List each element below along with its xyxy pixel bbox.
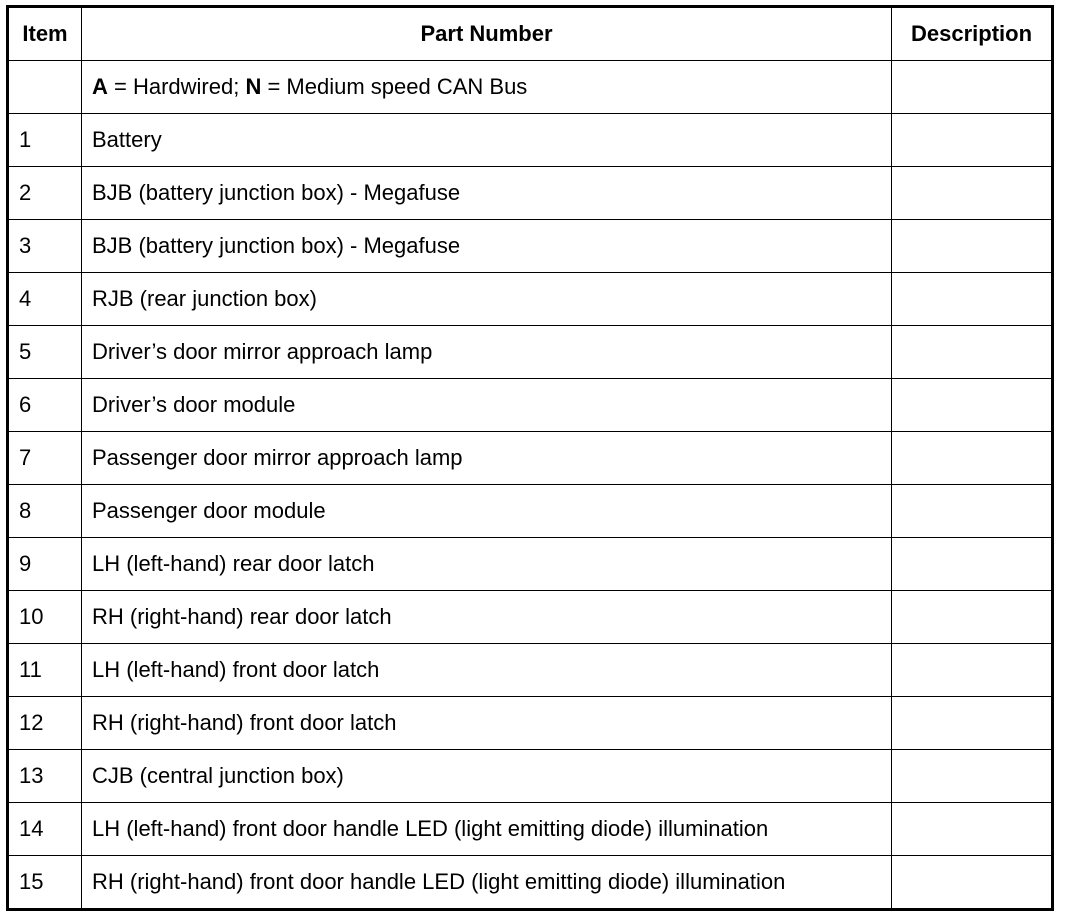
header-part-number: Part Number [82, 7, 892, 61]
description-cell [892, 538, 1053, 591]
item-cell: 9 [8, 538, 82, 591]
description-cell [892, 326, 1053, 379]
legend-description-cell [892, 61, 1053, 114]
table-row [8, 167, 1053, 220]
part-number-cell: Passenger door mirror approach lamp [82, 432, 892, 485]
item-cell: 10 [8, 591, 82, 644]
item-cell: 6 [8, 379, 82, 432]
part-number-cell: RH (right-hand) front door handle LED (light emitting diode) illumination [82, 856, 892, 910]
description-cell [892, 114, 1053, 167]
table-row [8, 326, 1053, 379]
part-number-cell: LH (left-hand) front door handle LED (light emitting diode) illumination [82, 803, 892, 856]
item-cell: 15 [8, 856, 82, 910]
description-cell [892, 220, 1053, 273]
item-cell: 8 [8, 485, 82, 538]
table-row [8, 644, 1053, 697]
legend-row [8, 61, 1053, 114]
header-description: Description [892, 7, 1053, 61]
table-row [8, 432, 1053, 485]
table-row [8, 220, 1053, 273]
table-row [8, 273, 1053, 326]
legend-n-key: N [245, 74, 262, 99]
item-cell: 4 [8, 273, 82, 326]
header-item: Item [8, 7, 82, 61]
table-row [8, 379, 1053, 432]
item-cell: 11 [8, 644, 82, 697]
description-cell [892, 750, 1053, 803]
item-cell: 14 [8, 803, 82, 856]
legend-cell [82, 61, 892, 114]
description-cell [892, 591, 1053, 644]
table-row [8, 114, 1053, 167]
description-cell [892, 803, 1053, 856]
part-number-cell: Driver’s door module [82, 379, 892, 432]
legend-item-cell [8, 61, 82, 114]
description-cell [892, 644, 1053, 697]
part-number-cell: BJB (battery junction box) - Megafuse [82, 167, 892, 220]
item-cell: 13 [8, 750, 82, 803]
part-number-cell: RH (right-hand) rear door latch [82, 591, 892, 644]
table-row [8, 750, 1053, 803]
table-row [8, 856, 1053, 910]
description-cell [892, 432, 1053, 485]
part-number-cell: Driver’s door mirror approach lamp [82, 326, 892, 379]
description-cell [892, 485, 1053, 538]
legend-a-text: = Hardwired; [107, 74, 246, 99]
table-row [8, 803, 1053, 856]
part-number-cell: RJB (rear junction box) [82, 273, 892, 326]
table-row [8, 485, 1053, 538]
part-number-cell: LH (left-hand) front door latch [82, 644, 892, 697]
header-row [8, 7, 1053, 61]
parts-table [6, 5, 1054, 911]
legend-n-text: = Medium speed CAN Bus [261, 74, 528, 99]
part-number-cell: CJB (central junction box) [82, 750, 892, 803]
legend-a-key: A [92, 74, 108, 99]
part-number-cell: BJB (battery junction box) - Megafuse [82, 220, 892, 273]
description-cell [892, 273, 1053, 326]
table-row [8, 538, 1053, 591]
part-number-cell: LH (left-hand) rear door latch [82, 538, 892, 591]
item-cell: 12 [8, 697, 82, 750]
description-cell [892, 697, 1053, 750]
item-cell: 1 [8, 114, 82, 167]
part-number-cell: Passenger door module [82, 485, 892, 538]
table-row [8, 591, 1053, 644]
description-cell [892, 856, 1053, 910]
item-cell: 7 [8, 432, 82, 485]
description-cell [892, 167, 1053, 220]
item-cell: 2 [8, 167, 82, 220]
table-row [8, 697, 1053, 750]
part-number-cell: RH (right-hand) front door latch [82, 697, 892, 750]
part-number-cell: Battery [82, 114, 892, 167]
item-cell: 3 [8, 220, 82, 273]
description-cell [892, 379, 1053, 432]
item-cell: 5 [8, 326, 82, 379]
